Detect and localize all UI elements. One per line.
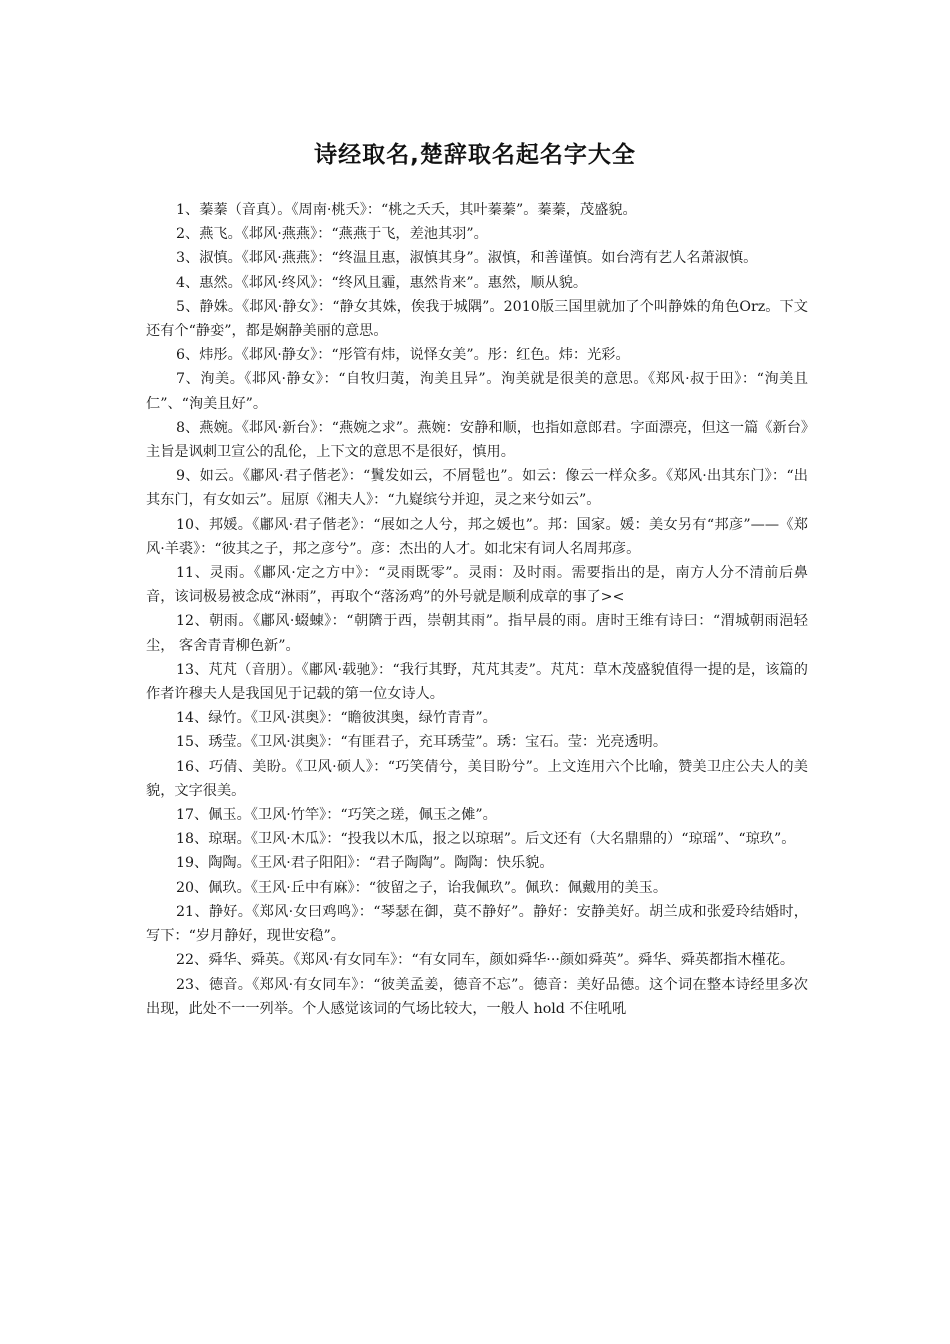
paragraph: 23、德音。《郑风·有女同车》：“彼美孟姜，德音不忘”。德音：美好品德。这个词在整本诗经里多次出现，此处不一一列举。个人感觉该词的气场比较大，一般人 hold 不住吼吼 — [146, 976, 808, 1017]
paragraph: 18、琼琚。《卫风·木瓜》：“投我以木瓜，报之以琼琚”。后文还有（大名鼎鼎的）“琼瑶”、“琼玖”。 — [176, 831, 796, 848]
paragraph: 12、朝雨。《鄘风·蝃蝀》：“朝隮于西，崇朝其雨”。指早晨的雨。唐时王维有诗曰：“渭城朝雨浥轻尘， 客舍青青柳色新”。 — [146, 613, 808, 654]
paragraph: 14、绿竹。《卫风·淇奥》：“瞻彼淇奥，绿竹青青”。 — [176, 710, 497, 727]
paragraph: 4、惠然。《邶风·终风》：“终风且霾，惠然肯来”。惠然，顺从貌。 — [176, 274, 588, 291]
paragraph: 11、灵雨。《鄘风·定之方中》：“灵雨既零”。灵雨：及时雨。需要指出的是，南方人分不清前后鼻音，该词极易被念成“淋雨”，再取个“落汤鸡”的外号就是顺利成章的事了>< — [146, 565, 808, 606]
paragraph: 20、佩玖。《王风·丘中有麻》：“彼留之子，诒我佩玖”。佩玖：佩戴用的美玉。 — [176, 879, 668, 896]
paragraph: 1、蓁蓁（音真）。《周南·桃夭》：“桃之夭夭，其叶蓁蓁”。蓁蓁，茂盛貌。 — [176, 202, 637, 218]
page-title: 诗经取名,楚辞取名起名字大全 — [314, 142, 636, 168]
paragraph: 22、舜华、舜英。《郑风·有女同车》：“有女同车，颜如舜华···颜如舜英”。舜华、舜英都指木槿花。 — [176, 952, 795, 969]
paragraph: 6、炜彤。《邶风·静女》：“彤管有炜，说怿女美”。彤：红色。炜：光彩。 — [176, 347, 630, 364]
paragraph: 10、邦媛。《鄘风·君子偕老》：“展如之人兮，邦之媛也”。邦：国家。媛：美女另有“邦彦”——《郑风·羊裘》：“彼其之子，邦之彦兮”。彦：杰出的人才。如北宋有词人名周邦彦。 — [146, 516, 808, 557]
paragraph: 17、佩玉。《卫风·竹竿》：“巧笑之瑳，佩玉之傩”。 — [176, 807, 497, 824]
paragraph: 7、洵美。《邶风·静女》：“自牧归荑，洵美且异”。洵美就是很美的意思。《郑风·叔于田》：“洵美且仁”、“洵美且好”。 — [146, 371, 808, 412]
paragraph: 13、芃芃（音朋）。《鄘风·载驰》：“我行其野，芃芃其麦”。芃芃：草木茂盛貌值得一提的是，该篇的作者许穆夫人是我国见于记载的第一位女诗人。 — [146, 661, 808, 703]
document-body — [146, 198, 808, 1021]
paragraph: 9、如云。《鄘风·君子偕老》：“鬒发如云，不屑髢也”。如云：像云一样众多。《郑风·出其东门》：“出其东门，有女如云”。屈原《湘夫人》：“九嶷缤兮并迎，灵之来兮如云”。 — [146, 468, 808, 509]
paragraph: 21、静好。《郑风·女曰鸡鸣》：“琴瑟在御，莫不静好”。静好：安静美好。胡兰成和张爱玲结婚时，写下：“岁月静好，现世安稳”。 — [146, 903, 808, 945]
paragraph: 3、淑慎。《邶风·燕燕》：“终温且惠，淑慎其身”。淑慎，和善谨慎。如台湾有艺人名萧淑慎。 — [176, 250, 758, 267]
paragraph: 19、陶陶。《王风·君子阳阳》：“君子陶陶”。陶陶：快乐貌。 — [176, 855, 554, 872]
paragraph: 5、静姝。《邶风·静女》：“静女其姝，俟我于城隅”。2010版三国里就加了个叫静姝的角色Orz。下文还有个“静娈”，都是娴静美丽的意思。 — [146, 298, 808, 340]
paragraph: 16、巧倩、美盼。《卫风·硕人》：“巧笑倩兮，美目盼兮”。上文连用六个比喻，赞美卫庄公夫人的美貌，文字很美。 — [146, 758, 808, 799]
paragraph: 15、琇莹。《卫风·淇奥》：“有匪君子，充耳琇莹”。琇：宝石。莹：光亮透明。 — [176, 734, 668, 751]
paragraph: 2、燕飞。《邶风·燕燕》：“燕燕于飞，差池其羽”。 — [176, 226, 488, 243]
paragraph: 8、燕婉。《邶风·新台》：“燕婉之求”。燕婉：安静和顺，也指如意郎君。字面漂亮，但这一篇《新台》主旨是讽刺卫宣公的乱伦，上下文的意思不是很好，慎用。 — [146, 419, 808, 461]
